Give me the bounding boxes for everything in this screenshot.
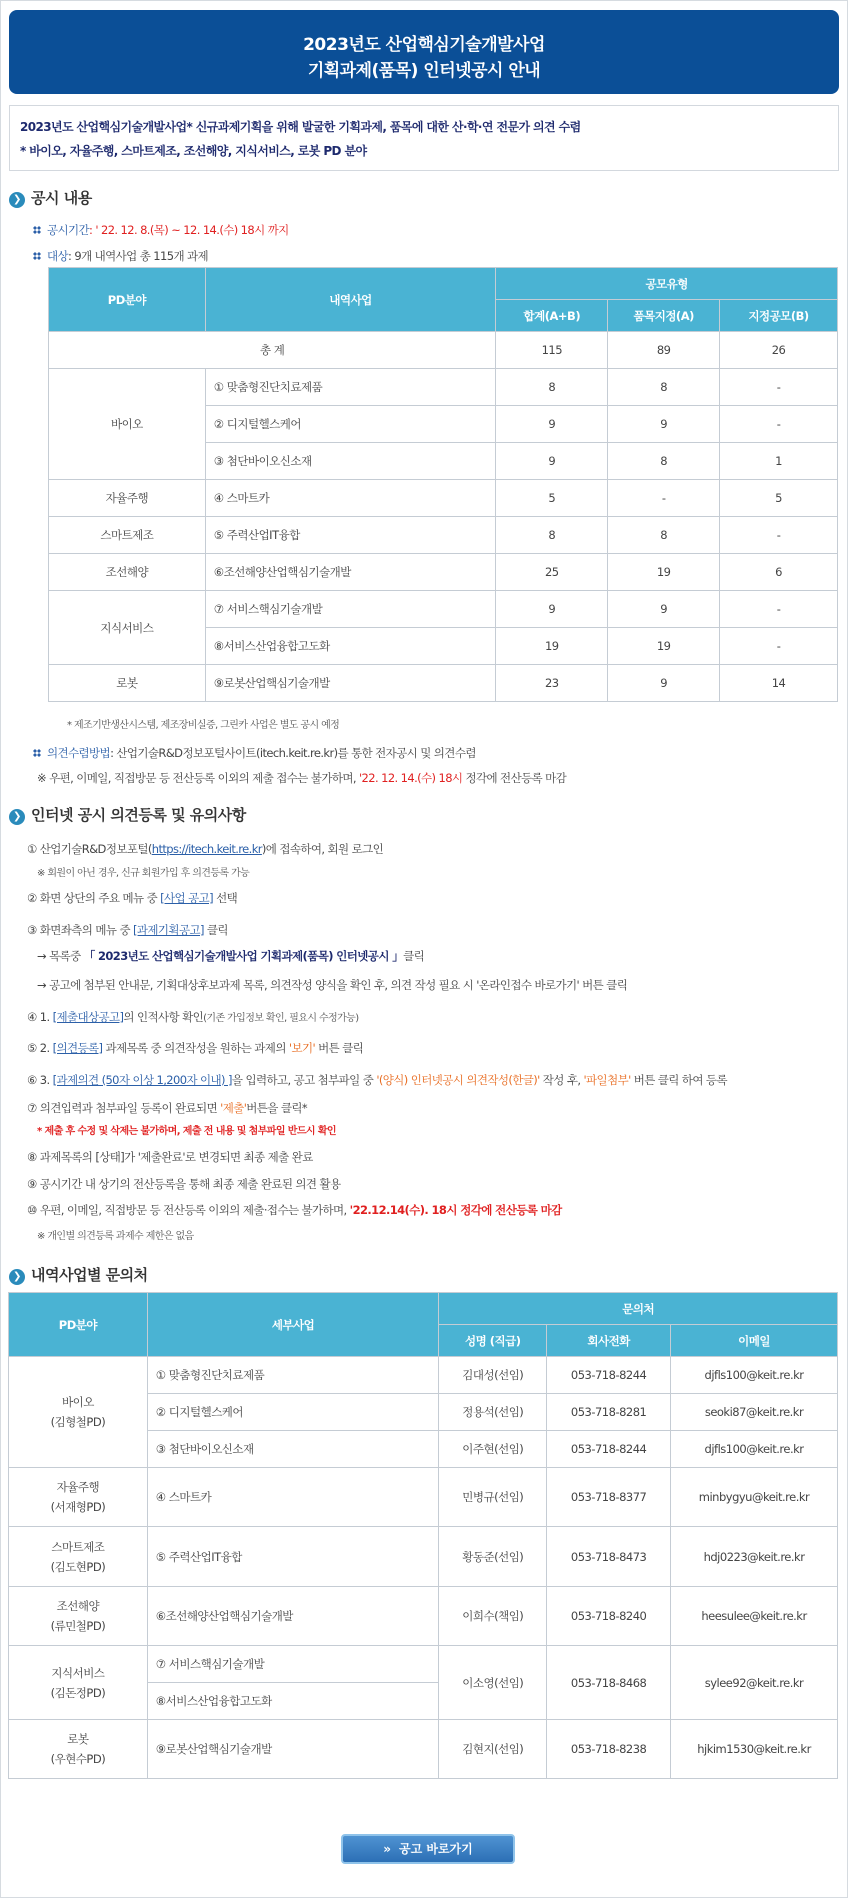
table-footnote: * 제조기반생산시스템, 제조장비실증, 그린카 사업은 별도 공시 예정 <box>67 720 340 731</box>
table-row <box>9 1646 838 1683</box>
double-chevron-right-icon: » <box>383 1842 392 1856</box>
opinion-register-link[interactable]: [의견등록] <box>52 1041 103 1055</box>
cell-name: 김현지(선임) <box>439 1720 547 1779</box>
cell: - <box>720 406 838 443</box>
cell-sub: ⑦ 서비스핵심기술개발 <box>205 591 496 628</box>
cell-phone: 053-718-8244 <box>547 1431 671 1468</box>
cell: - <box>720 517 838 554</box>
step-10: ⑩ 우편, 이메일, 직접방문 등 전산등록 이외의 제출·접수는 불가하며, '22.12.14(수). 18시 정각에 전산등록 마감 <box>27 1203 562 1217</box>
intro-box <box>9 105 839 171</box>
cell: 8 <box>496 517 608 554</box>
table-row <box>49 591 838 628</box>
cell-sub: ① 맞춤형진단치료제품 <box>205 369 496 406</box>
cell-pd: 조선해양 <box>49 554 206 591</box>
cell-phone: 053-718-8238 <box>547 1720 671 1779</box>
cell-pd: 자율주행 (서재형PD) <box>9 1468 148 1527</box>
cell-sub: ③ 첨단바이오신소재 <box>205 443 496 480</box>
cell-sub: ② 디지털헬스케어 <box>205 406 496 443</box>
table-row <box>9 1527 838 1587</box>
step-5: ⑤ 2. [의견등록] 과제목록 중 의견작성을 원하는 과제의 '보기' 버튼 클릭 <box>27 1041 364 1055</box>
cell: 8 <box>608 517 720 554</box>
table-row <box>49 665 838 702</box>
cell-pd: 조선해양 (류민철PD) <box>9 1587 148 1646</box>
cell: 14 <box>720 665 838 702</box>
col-header-type: 공모유형 <box>496 268 838 300</box>
cell-phone: 053-718-8281 <box>547 1394 671 1431</box>
opinion-input-link[interactable]: [과제의견 (50자 이상 1,200자 이내) ] <box>52 1073 232 1087</box>
cell-name: 정용석(선임) <box>439 1394 547 1431</box>
cell: 9 <box>496 406 608 443</box>
cell-sub: ⑦ 서비스핵심기술개발 <box>147 1646 439 1683</box>
cell-pd: 바이오 <box>49 369 206 480</box>
page-title: 2023년도 산업핵심기술개발사업 <box>303 35 545 55</box>
cell-sub: ⑨로봇산업핵심기술개발 <box>147 1720 439 1779</box>
cell-sub: ① 맞춤형진단치료제품 <box>147 1357 439 1394</box>
step-7: ⑦ 의견입력과 첨부파일 등록이 완료되면 '제출'버튼을 클릭* <box>27 1101 308 1115</box>
cell-sub: ⑧서비스산업융합고도화 <box>147 1683 439 1720</box>
section-title: 인터넷 공시 의견등록 및 유의사항 <box>31 806 246 824</box>
step-6: ⑥ 3. [과제의견 (50자 이상 1,200자 이내) ]을 입력하고, 공고 첨부파일 중 '(양식) 인터넷공시 의견작성(한글)' 작성 후, '파일첨부' 버튼 클릭 하여 등록 <box>27 1073 727 1087</box>
cell-phone: 053-718-8473 <box>547 1527 671 1587</box>
cell-phone: 053-718-8377 <box>547 1468 671 1527</box>
cell-name: 이주현(선임) <box>439 1431 547 1468</box>
bullet-icon <box>33 749 41 757</box>
chevron-right-icon: ❯ <box>9 192 25 208</box>
cell: 19 <box>496 628 608 665</box>
step-1: ① 산업기술R&D정보포털(https://itech.keit.re.kr)에 접속하여, 회원 로그인 <box>27 842 384 856</box>
cell: 115 <box>496 332 608 369</box>
table-row <box>49 369 838 406</box>
cell-sub: ⑤ 주력산업IT융합 <box>147 1527 439 1587</box>
table-row <box>9 1720 838 1779</box>
cell: 9 <box>496 443 608 480</box>
submit-target-link[interactable]: [제출대상공고] <box>52 1010 124 1024</box>
table-row <box>9 1587 838 1646</box>
step-10-note: ※ 개인별 의견등록 과제수 제한은 없음 <box>37 1231 194 1242</box>
col-header-pd: PD분야 <box>49 268 206 332</box>
col-header-email: 이메일 <box>671 1325 838 1357</box>
cell-email: djfls100@keit.re.kr <box>671 1431 838 1468</box>
cell-phone: 053-718-8244 <box>547 1357 671 1394</box>
business-notice-link[interactable]: [사업 공고] <box>160 891 214 905</box>
page-header <box>9 10 839 94</box>
section-heading-guide <box>9 804 246 825</box>
cell: 23 <box>496 665 608 702</box>
cell-pd: 자율주행 <box>49 480 206 517</box>
col-header-b: 지정공모(B) <box>720 300 838 332</box>
cell-pd: 바이오 (김형철PD) <box>9 1357 148 1468</box>
method-note: ※ 우편, 이메일, 직접방문 등 전산등록 이외의 제출 접수는 불가하며, '22. 12. 14.(수) 18시 정각에 전산등록 마감 <box>37 771 567 785</box>
cell-name: 황동준(선임) <box>439 1527 547 1587</box>
table-row <box>9 1357 838 1394</box>
cell-name: 김대성(선임) <box>439 1357 547 1394</box>
cell-pd: 지식서비스 (김돈정PD) <box>9 1646 148 1720</box>
cell-phone: 053-718-8240 <box>547 1587 671 1646</box>
step-7-note: * 제출 후 수정 및 삭제는 불가하며, 제출 전 내용 및 첨부파일 반드시 확인 <box>37 1126 336 1137</box>
col-header-pd: PD분야 <box>9 1293 148 1357</box>
step-3-sub2: → 공고에 첨부된 안내문, 기획대상후보과제 목록, 의견작성 양식을 확인 후, 의견 작성 필요 시 '온라인접수 바로가기' 버튼 클릭 <box>37 978 628 992</box>
col-header-phone: 회사전화 <box>547 1325 671 1357</box>
bullet-icon <box>33 252 41 260</box>
col-header-sub: 세부사업 <box>147 1293 439 1357</box>
cell-pd: 스마트제조 <box>49 517 206 554</box>
section-heading-notice <box>9 187 92 208</box>
cell: - <box>720 369 838 406</box>
cell-sub: ⑤ 주력산업IT융합 <box>205 517 496 554</box>
cell-sub: ③ 첨단바이오신소재 <box>147 1431 439 1468</box>
cell: 25 <box>496 554 608 591</box>
step-9: ⑨ 공시기간 내 상기의 전산등록을 통해 최종 제출 완료된 의견 활용 <box>27 1177 341 1191</box>
chevron-right-icon: ❯ <box>9 1269 25 1285</box>
step-8: ⑧ 과제목록의 [상태]가 '제출완료'로 변경되면 최종 제출 완료 <box>27 1150 313 1164</box>
step-3-sub1: → 목록중 「 2023년도 산업핵심기술개발사업 기획과제(품목) 인터넷공시 」클릭 <box>37 949 425 963</box>
page-subtitle: 기획과제(품목) 인터넷공시 안내 <box>307 61 541 81</box>
cell: 8 <box>608 443 720 480</box>
cell-sub: ④ 스마트카 <box>147 1468 439 1527</box>
cell-email: djfls100@keit.re.kr <box>671 1357 838 1394</box>
cell-sub: ② 디지털헬스케어 <box>147 1394 439 1431</box>
intro-line: 2023년도 산업핵심기술개발사업* 신규과제기획을 위해 발굴한 기획과제, 품목에 대한 산·학·연 전문가 의견 수렴 <box>20 120 581 134</box>
cell-sub: ⑨로봇산업핵심기술개발 <box>205 665 496 702</box>
chevron-right-icon: ❯ <box>9 809 25 825</box>
cell: 6 <box>720 554 838 591</box>
notice-period: 공시기간: ' 22. 12. 8.(목) ~ 12. 14.(수) 18시 까지 <box>33 222 289 238</box>
col-header-total: 합계(A+B) <box>496 300 608 332</box>
contact-table <box>8 1292 838 1779</box>
planning-notice-link[interactable]: [과제기획공고] <box>133 923 204 937</box>
step-4: ④ 1. [제출대상공고]의 인적사항 확인(기존 가입정보 확인, 필요시 수정가능) <box>27 1010 359 1024</box>
cell-email: hjkim1530@keit.re.kr <box>671 1720 838 1779</box>
cell-sub: ④ 스마트카 <box>205 480 496 517</box>
cell: - <box>720 591 838 628</box>
intro-note: * 바이오, 자율주행, 스마트제조, 조선해양, 지식서비스, 로봇 PD 분야 <box>20 144 367 158</box>
itech-link[interactable]: https://itech.keit.re.kr <box>151 842 262 856</box>
cell: - <box>720 628 838 665</box>
step-1-note: ※ 회원이 아닌 경우, 신규 회원가입 후 의견등록 가능 <box>37 868 250 879</box>
cell: 8 <box>608 369 720 406</box>
notice-target: 대상: 9개 내역사업 총 115개 과제 <box>33 248 208 264</box>
cell-pd: 지식서비스 <box>49 591 206 665</box>
section-heading-contact <box>9 1264 148 1285</box>
cell: 5 <box>720 480 838 517</box>
cell: 9 <box>608 591 720 628</box>
col-header-sub: 내역사업 <box>205 268 496 332</box>
cell: 26 <box>720 332 838 369</box>
table-row <box>9 1468 838 1527</box>
cell: 19 <box>608 554 720 591</box>
step-2: ② 화면 상단의 주요 메뉴 중 [사업 공고] 선택 <box>27 891 238 905</box>
section-title: 공시 내용 <box>31 189 92 207</box>
cell: 9 <box>608 665 720 702</box>
cell-pd: 로봇 <box>49 665 206 702</box>
cell-sub: ⑥조선해양산업핵심기술개발 <box>147 1587 439 1646</box>
cell-email: sylee92@keit.re.kr <box>671 1646 838 1720</box>
cell-phone: 053-718-8468 <box>547 1646 671 1720</box>
cell: 9 <box>496 591 608 628</box>
cell: 1 <box>720 443 838 480</box>
cell: 9 <box>608 406 720 443</box>
cell-email: hdj0223@keit.re.kr <box>671 1527 838 1587</box>
table-row-total <box>49 332 838 369</box>
cell: 5 <box>496 480 608 517</box>
cell-sub: ⑧서비스산업융합고도화 <box>205 628 496 665</box>
table-row <box>49 517 838 554</box>
opinion-method: 의견수렴방법: 산업기술R&D정보포털사이트(itech.keit.re.kr)를 통한 전자공시 및 의견수렴 <box>33 745 476 761</box>
cell-sub: ⑥조선해양산업핵심기술개발 <box>205 554 496 591</box>
cell: 8 <box>496 369 608 406</box>
col-header-name: 성명 (직급) <box>439 1325 547 1357</box>
col-header-a: 품목지정(A) <box>608 300 720 332</box>
cell: 19 <box>608 628 720 665</box>
cell-name: 민병규(선임) <box>439 1468 547 1527</box>
cell-pd: 로봇 (우현수PD) <box>9 1720 148 1779</box>
cell-email: heesulee@keit.re.kr <box>671 1587 838 1646</box>
go-to-notice-button[interactable]: » 공고 바로가기 <box>341 1834 515 1864</box>
total-label: 총 계 <box>49 332 496 369</box>
project-count-table <box>48 267 838 702</box>
bullet-icon <box>33 226 41 234</box>
cell-email: minbygyu@keit.re.kr <box>671 1468 838 1527</box>
cell: - <box>608 480 720 517</box>
cell-pd: 스마트제조 (김도현PD) <box>9 1527 148 1587</box>
cell-email: seoki87@keit.re.kr <box>671 1394 838 1431</box>
col-header-contact: 문의처 <box>439 1293 838 1325</box>
step-3: ③ 화면좌측의 메뉴 중 [과제기획공고] 클릭 <box>27 923 228 937</box>
table-row <box>49 554 838 591</box>
cell-name: 이소영(선임) <box>439 1646 547 1720</box>
cell: 89 <box>608 332 720 369</box>
cell-name: 이희수(책임) <box>439 1587 547 1646</box>
table-row <box>49 480 838 517</box>
section-title: 내역사업별 문의처 <box>31 1266 148 1284</box>
